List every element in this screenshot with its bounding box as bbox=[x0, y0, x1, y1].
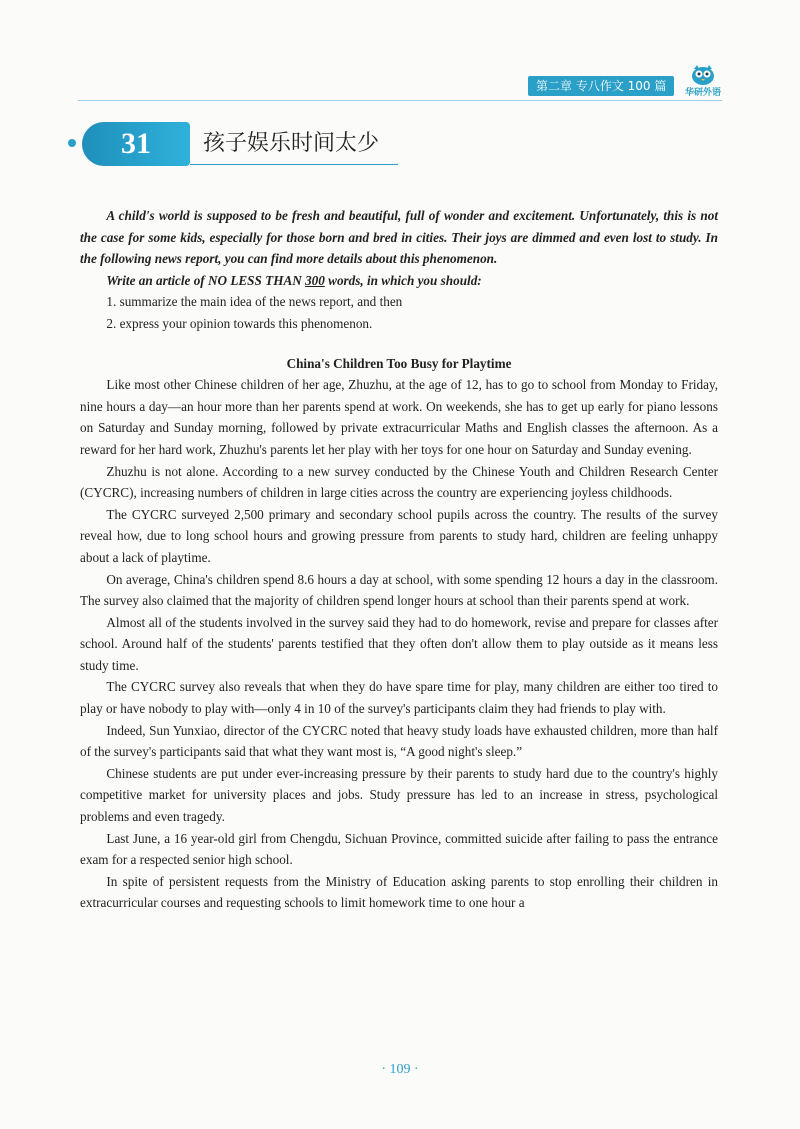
essay-title: 孩子娱乐时间太少 bbox=[203, 131, 380, 156]
prompt-intro: A child's world is supposed to be fresh and beautiful, full of wonder and excitement. Unfortunately, this is not the case for some kids, especially for those born and bred in cities. Their joys are dimmed and even lost to study. In the following news report, you can find more details about this phenomenon. bbox=[80, 208, 718, 267]
prompt-instruction bbox=[80, 270, 718, 292]
essay-title-block bbox=[68, 122, 398, 170]
word-count: 300 bbox=[305, 272, 325, 288]
owl-logo-icon bbox=[690, 64, 716, 86]
chapter-tag: 第二章 专八作文 100 篇 bbox=[528, 76, 674, 96]
logo-text: 华研外语 bbox=[684, 88, 721, 98]
article-paragraph: Chinese students are put under ever-increasing pressure by their parents to study hard due to the country's highly competitive market for university places and jobs. Study pressure has led to an increase in stress, psychological problems and even tragedy. bbox=[80, 765, 718, 825]
article-paragraph: The CYCRC surveyed 2,500 primary and secondary school pupils across the country. The results of the survey reveal how, due to long school hours and growing pressure from parents to study hard, children are feeling unhappy about a lack of playtime. bbox=[80, 506, 718, 565]
task-item: 1. summarize the main idea of the news report, and then bbox=[106, 294, 403, 310]
article-paragraph: On average, China's children spend 8.6 hours a day at school, with some spending 12 hours a day in the classroom. The survey also claimed that the majority of children spend longer hours at school than their parents spend at work. bbox=[80, 571, 718, 609]
article-title: China's Children Too Busy for Playtime bbox=[286, 355, 512, 371]
publisher-logo bbox=[678, 64, 728, 100]
page-content bbox=[80, 205, 718, 914]
title-dot-icon bbox=[68, 139, 76, 147]
task-item: 2. express your opinion towards this phenomenon. bbox=[106, 315, 373, 331]
article-paragraph: Zhuzhu is not alone. According to a new survey conducted by the Chinese Youth and Children Research Center (CYCRC), increasing numbers of children in large cities across the country are experiencing joyless childhoods. bbox=[80, 463, 718, 501]
article-paragraph: Like most other Chinese children of her age, Zhuzhu, at the age of 12, has to go to school from Monday to Friday, nine hours a day—an hour more than her parents spend at work. On weekends, she has to get up early for piano lessons on Saturday and Sunday morning, followed by private extracurricular Maths and English classes the afternoon. As a reward for her hard work, Zhuzhu's parents let her play with her toys for one hour on Saturday and Sunday evening. bbox=[80, 377, 718, 457]
instruction-text-start: Write an article of NO LESS THAN bbox=[106, 272, 306, 288]
article-paragraph: Last June, a 16 year-old girl from Chengdu, Sichuan Province, committed suicide after failing to pass the entrance exam for a respected senior high school. bbox=[80, 830, 718, 868]
page-number: · 109 · bbox=[381, 1062, 419, 1077]
page-header bbox=[528, 72, 728, 98]
instruction-text-end: words, in which you should: bbox=[324, 272, 482, 288]
article-paragraph: Indeed, Sun Yunxiao, director of the CYCRC noted that heavy study loads have exhausted children, more than half of the survey's participants said that what they want most is, “A good night's sleep.” bbox=[80, 722, 718, 760]
header-rule bbox=[78, 100, 722, 101]
essay-number: 31 bbox=[121, 127, 151, 160]
article-paragraph: Almost all of the students involved in the survey said they had to do homework, revise and prepare for classes after school. Around half of the students' parents testified that they often don't allow them to play outside as it means less study time. bbox=[80, 614, 718, 673]
article-paragraph: In spite of persistent requests from the Ministry of Education asking parents to stop enrolling their children in extracurricular courses and requesting schools to limit homework time to one hour a bbox=[80, 873, 718, 911]
title-underline bbox=[190, 164, 398, 165]
article-paragraph: The CYCRC survey also reveals that when they do have spare time for play, many children are either too tired to play or have nobody to play with—only 4 in 10 of the survey's participants claim they had friends to play with. bbox=[80, 679, 718, 717]
